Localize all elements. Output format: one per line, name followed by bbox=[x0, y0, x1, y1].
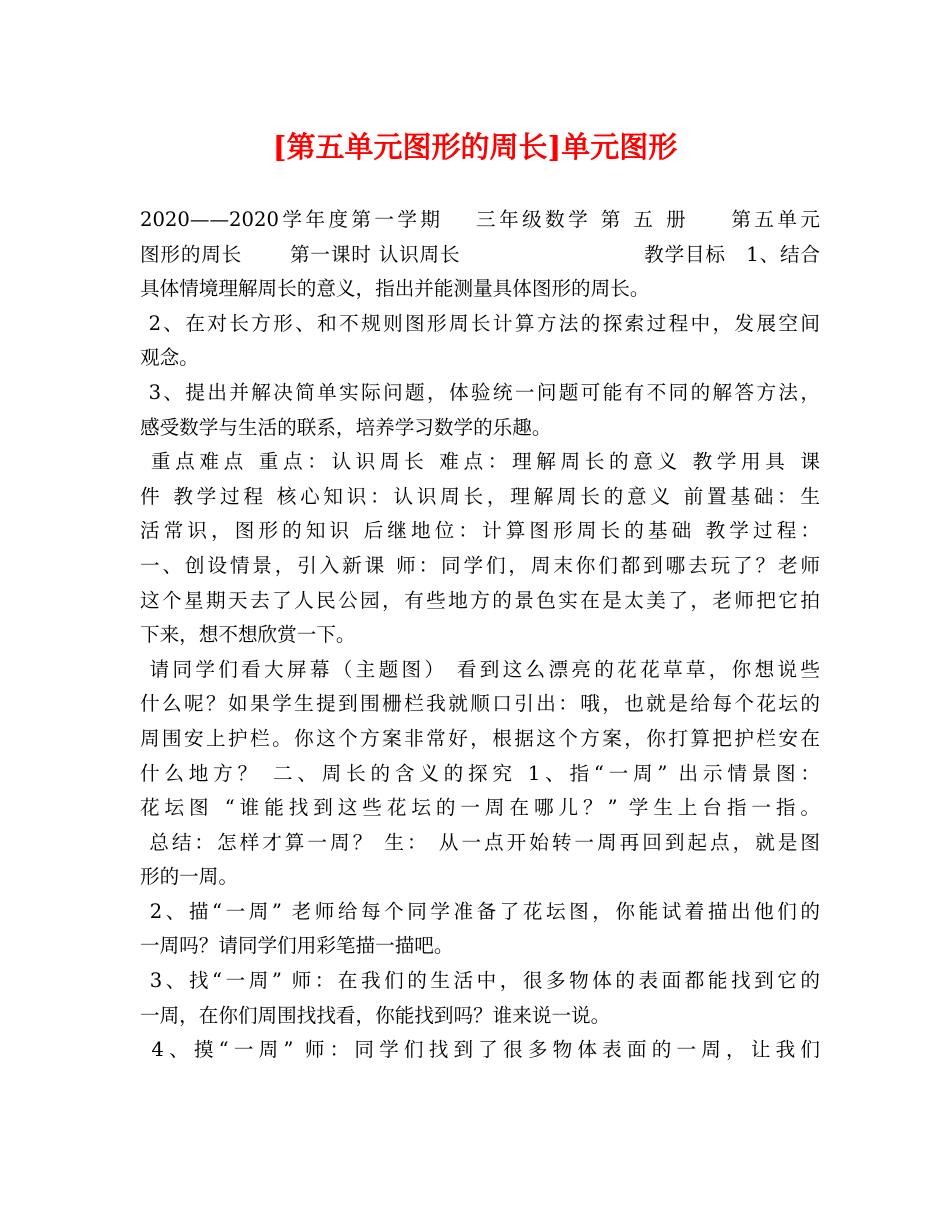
text-line: 4、摸“一周” 师：同学们找到了很多物体表面的一周，让我们 bbox=[140, 1038, 820, 1062]
text-line: 重点难点 重点：认识周长 难点：理解周长的意义 教学用具 课 bbox=[140, 450, 820, 474]
text-line: 什么地方？ 二、周长的含义的探究 1、指“一周” 出示情景图： bbox=[140, 761, 820, 785]
text-line: 具体情境理解周长的意义，指出并能测量具体图形的周长。 bbox=[140, 277, 650, 301]
text-line: 请同学们看大屏幕（主题图） 看到这么漂亮的花花草草，你想说些 bbox=[140, 657, 820, 681]
text-line: 活常识，图形的知识 后继地位：计算图形周长的基础 教学过程： bbox=[140, 519, 820, 543]
text-line: 总结：怎样才算一周？ 生： 从一点开始转一周再回到起点，就是图 bbox=[140, 830, 820, 854]
text-line: 2020——2020学年度第一学期 三年级数学 第 五 册 第五单元 bbox=[140, 208, 820, 231]
text-line: 周围安上护栏。你这个方案非常好，根据这个方案，你打算把护栏安在 bbox=[140, 726, 820, 750]
text-line: 感受数学与生活的联系，培养学习数学的乐趣。 bbox=[140, 415, 552, 439]
text-line: 下来，想不想欣赏一下。 bbox=[140, 623, 356, 647]
text-line: 一周吗？请同学们用彩笔描一描吧。 bbox=[140, 934, 454, 958]
text-line: 一周，在你们周围找找看，你能找到吗？谁来说一说。 bbox=[140, 1003, 611, 1027]
text-line: 件 教学过程 核心知识：认识周长，理解周长的意义 前置基础：生 bbox=[140, 484, 820, 508]
text-line: 3、找“一周” 师：在我们的生活中，很多物体的表面都能找到它的 bbox=[140, 969, 820, 993]
text-line: 观念。 bbox=[140, 346, 199, 370]
text-line: 什么呢？如果学生提到围栅栏我就顺口引出：哦，也就是给每个花坛的 bbox=[140, 692, 820, 716]
document-title: [第五单元图形的周长]单元图形 bbox=[272, 130, 678, 164]
text-line: 这个星期天去了人民公园，有些地方的景色实在是太美了，老师把它拍 bbox=[140, 588, 820, 612]
text-line: 图形的周长 第一课时 认识周长 教学目标 1、结合 bbox=[140, 242, 820, 266]
text-line: 花坛图 “谁能找到这些花坛的一周在哪儿？” 学生上台指一指。 bbox=[140, 796, 820, 820]
text-line: 3、提出并解决简单实际问题，体验统一问题可能有不同的解答方法， bbox=[140, 380, 820, 404]
text-line: 形的一周。 bbox=[140, 865, 238, 889]
text-line: 2、在对长方形、和不规则图形周长计算方法的探索过程中，发展空间 bbox=[140, 311, 820, 335]
document-body bbox=[140, 203, 820, 1068]
text-line: 2、描“一周” 老师给每个同学准备了花坛图，你能试着描出他们的 bbox=[140, 899, 820, 923]
text-line: 一、创设情景，引入新课 师：同学们，周末你们都到哪去玩了？老师 bbox=[140, 553, 820, 577]
